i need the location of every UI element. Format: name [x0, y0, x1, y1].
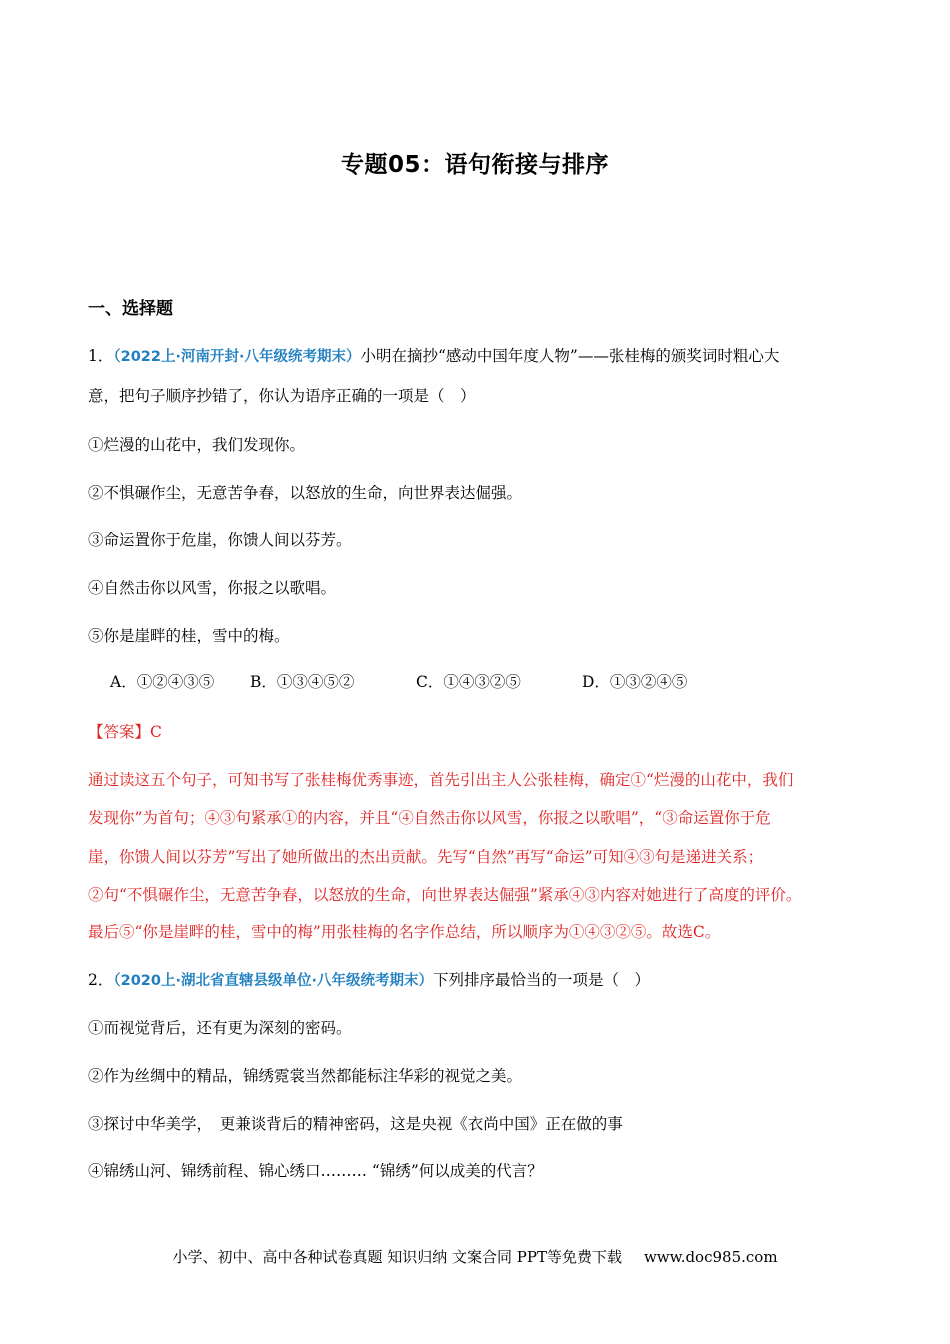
- choice-b: B．①③④⑤②: [250, 673, 355, 691]
- q1-analysis-line: 发现你”为首句；④③句紧承①的内容，并且“④自然击你以风雪，你报之以歌唱”，“③命运置你于危: [88, 809, 771, 827]
- page-footer: [0, 1246, 950, 1267]
- q1-item: ②不惧碾作尘，无意苦争春，以怒放的生命，向世界表达倔强。: [88, 484, 523, 502]
- q1-number: 1．: [88, 347, 114, 365]
- q1-item: ③命运置你于危崖，你馈人间以芬芳。: [88, 531, 352, 549]
- q2-stem: [88, 968, 650, 990]
- q1-stem-part1: 小明在摘抄“感动中国年度人物”——张桂梅的颁奖词时粗心大: [360, 347, 780, 365]
- page-title: 专题05：语句衔接与排序: [340, 152, 609, 178]
- q1-item: ④自然击你以风雪，你报之以歌唱。: [88, 579, 337, 597]
- q1-analysis-line: 通过读这五个句子，可知书写了张桂梅优秀事迹，首先引出主人公张桂梅，确定①“烂漫的山花中，我们: [88, 771, 794, 789]
- q2-item: ②作为丝绸中的精品，锦绣霓裳当然都能标注华彩的视觉之美。: [88, 1067, 523, 1085]
- q1-item: ①烂漫的山花中，我们发现你。: [88, 436, 306, 454]
- q2-source: （2020上·湖北省直辖县级单位·八年级统考期末）: [113, 973, 433, 989]
- q2-item: ④锦绣山河、锦绣前程、锦心绣口……… “锦绣”何以成美的代言？: [88, 1162, 543, 1180]
- q1-analysis-line: 崖，你馈人间以芬芳”写出了她所做出的杰出贡献。先写“自然”再写“命运”可知④③句是递进关系；: [88, 848, 764, 866]
- choice-d: D．①③②④⑤: [582, 673, 688, 691]
- footer-text: 小学、初中、高中各种试卷真题 知识归纳 文案合同 PPT等免费下载: [172, 1248, 622, 1266]
- q2-item: ①而视觉背后，还有更为深刻的密码。: [88, 1019, 352, 1037]
- q1-item: ⑤你是崖畔的桂，雪中的梅。: [88, 627, 290, 645]
- q1-source: （2022上·河南开封·八年级统考期末）: [113, 349, 361, 365]
- q2-item: ③探讨中华美学， 更兼谈背后的精神密码，这是央视《衣尚中国》正在做的事: [88, 1115, 623, 1133]
- q2-number: 2．: [88, 971, 114, 989]
- q1-stem-line-2: 意，把句子顺序抄错了，你认为语序正确的一项是（ ）: [88, 387, 476, 405]
- q2-stem-text: 下列排序最恰当的一项是（ ）: [433, 971, 651, 989]
- footer-url[interactable]: www.doc985.com: [643, 1248, 778, 1266]
- choice-a: A．①②④③⑤: [110, 673, 215, 691]
- q1-answer: 【答案】C: [88, 723, 162, 741]
- choice-c: C．①④③②⑤: [416, 673, 521, 691]
- q1-analysis-line: 最后⑤“你是崖畔的桂，雪中的梅”用张桂梅的名字作总结，所以顺序为①④③②⑤。故选C。: [88, 923, 721, 941]
- q1-stem-line-1: [88, 344, 779, 366]
- section-heading: 一、选择题: [88, 299, 173, 319]
- q1-analysis-line: ②句“不惧碾作尘，无意苦争春，以怒放的生命，向世界表达倔强”紧承④③内容对她进行了高度的评价。: [88, 886, 802, 904]
